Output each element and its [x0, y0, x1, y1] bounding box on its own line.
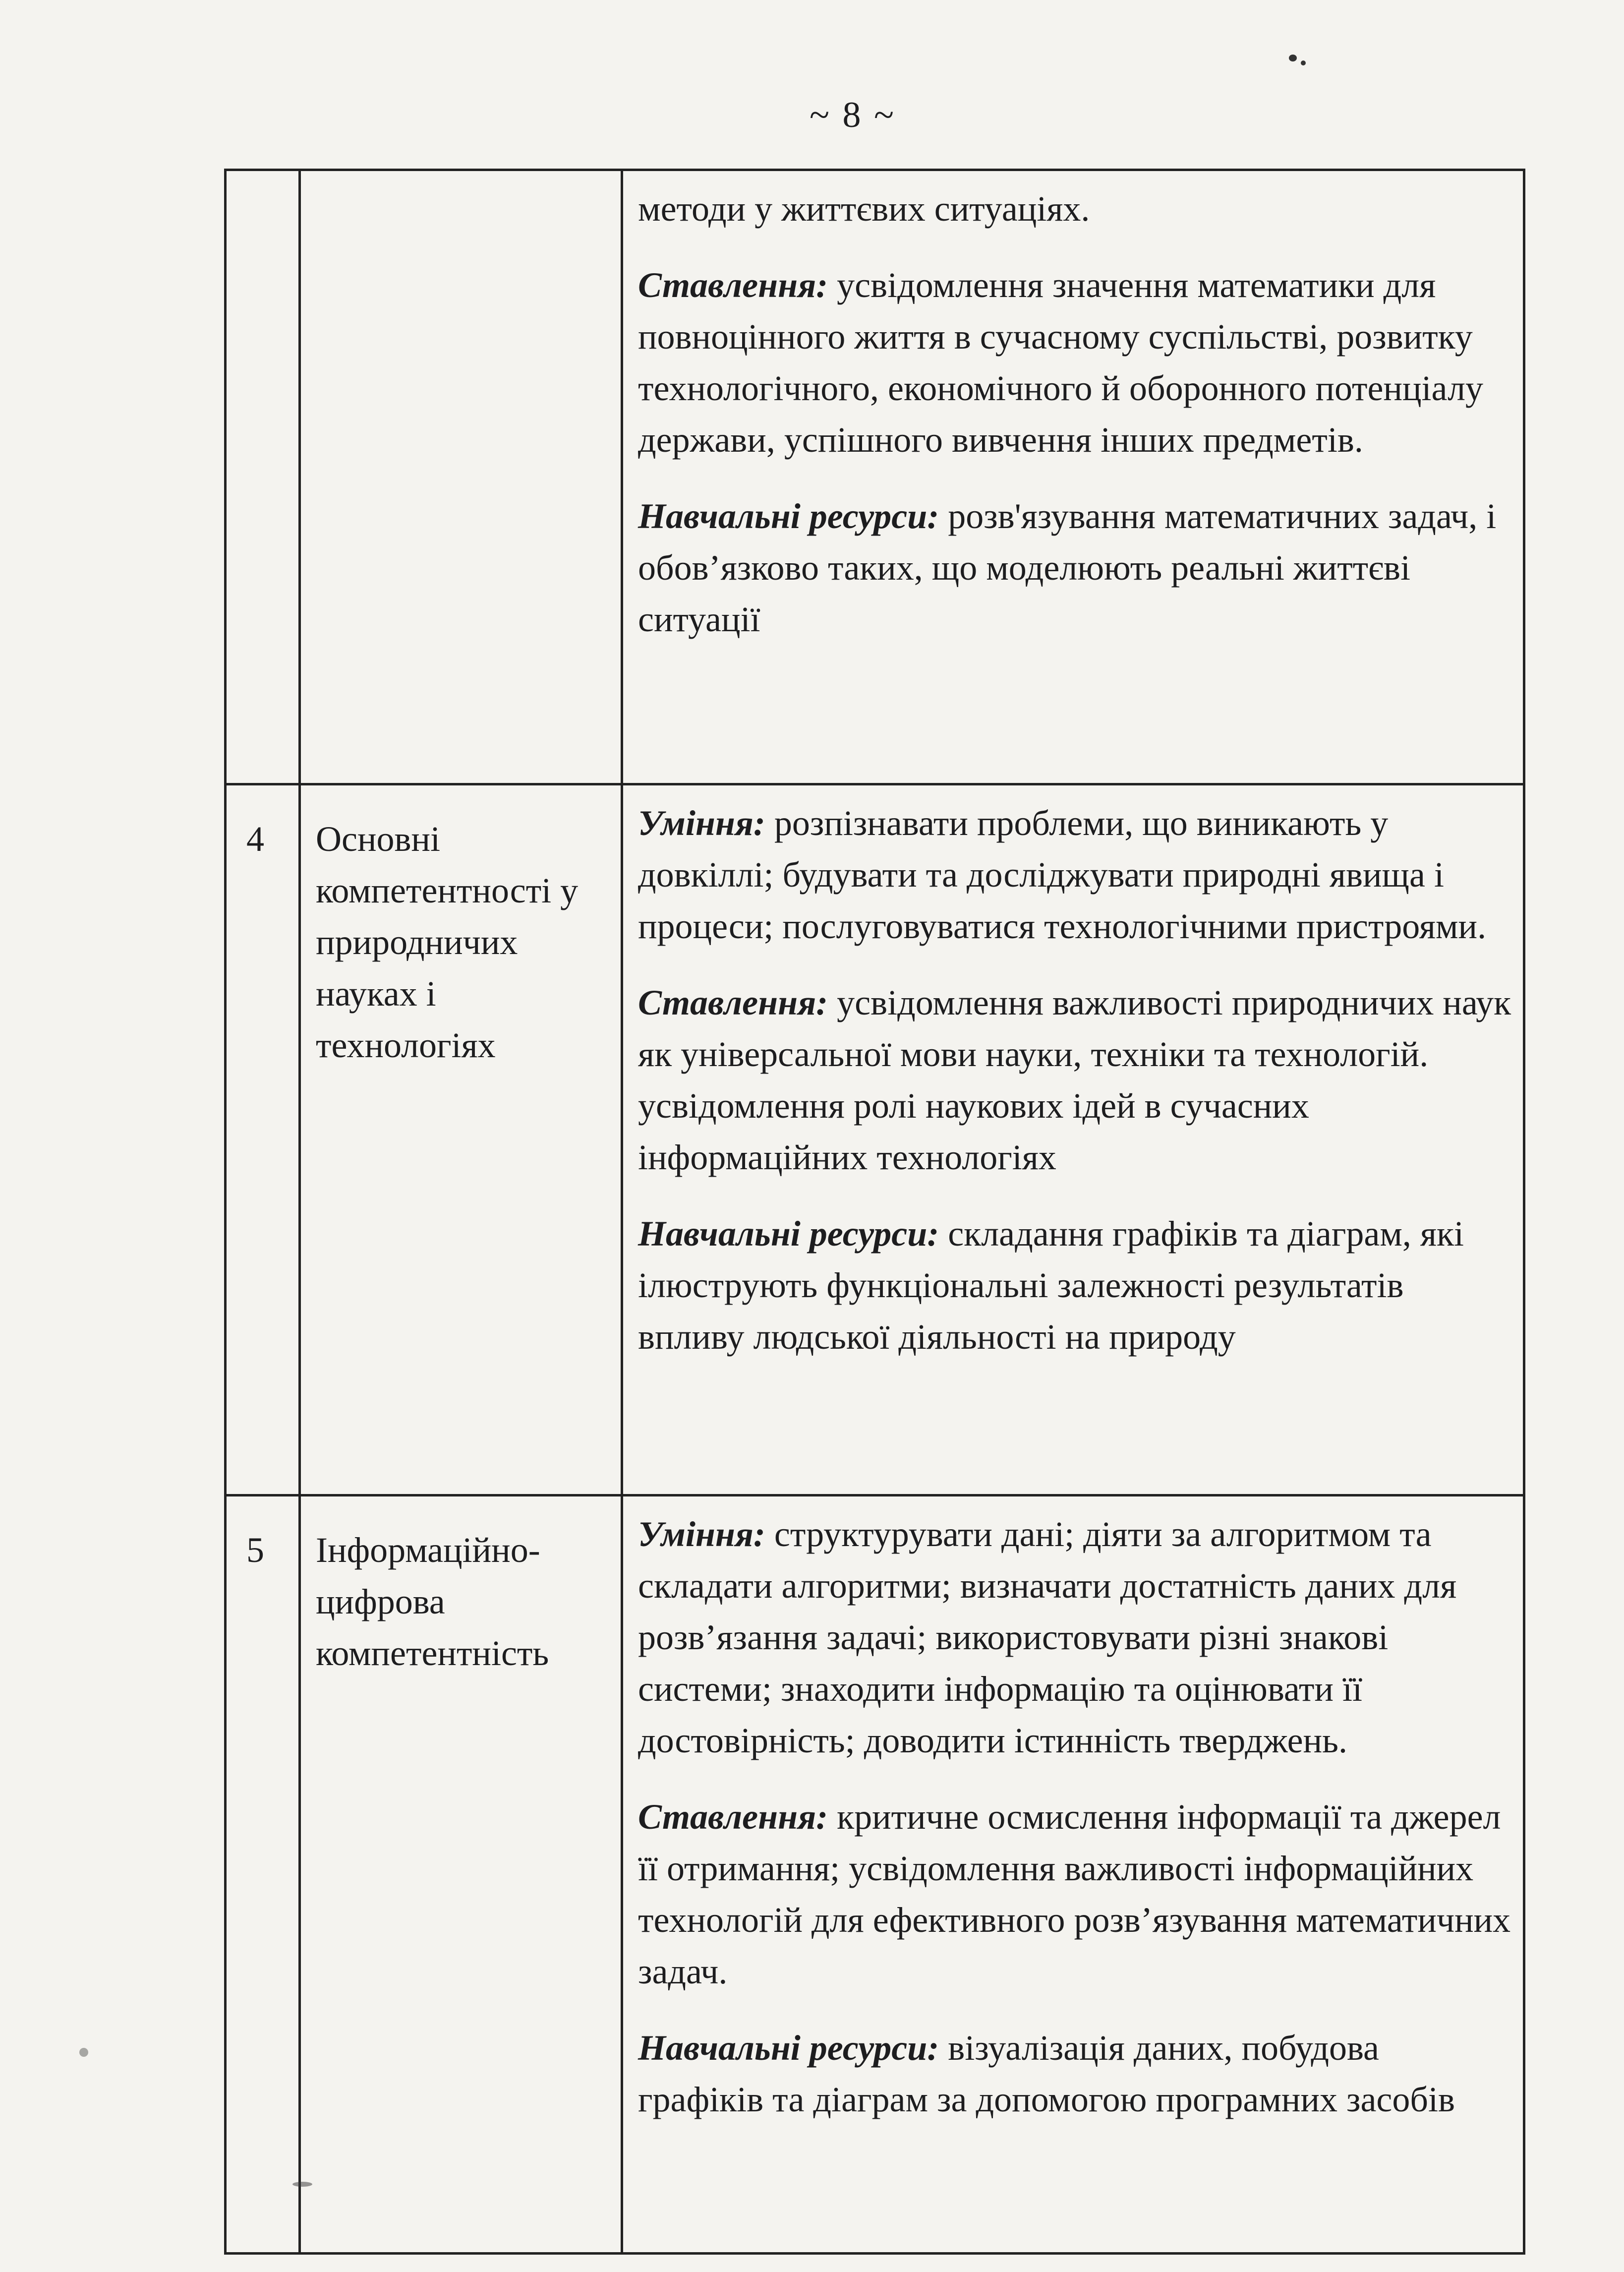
block-text: критичне осмислення інформації та джерел її отримання; усвідомлення важливості інформаційних технологій для ефективного розв’язування математичних задач. [638, 1797, 1511, 1991]
block-label: Уміння: [638, 803, 765, 843]
description-block [638, 490, 1513, 645]
scan-speck [292, 2182, 312, 2187]
block-text: усвідомлення значення математики для повноцінного життя в сучасному суспільстві, розвитку технологічного, економічного й оборонного потенціалу держави, успішного вивчення інших предметів. [638, 265, 1484, 460]
table-row [226, 784, 1524, 1495]
row-number [226, 170, 300, 784]
competencies-table [224, 169, 1525, 2255]
row-number: 5 [226, 1495, 300, 2254]
table-row [226, 1495, 1524, 2254]
competency-description [622, 1495, 1524, 2254]
competency-description [622, 170, 1524, 784]
block-label: Навчальні ресурси: [638, 2028, 939, 2068]
block-label: Ставлення: [638, 983, 828, 1022]
row-number: 4 [226, 784, 300, 1495]
scan-speck [79, 2048, 88, 2057]
description-block [638, 1208, 1513, 1363]
block-label: Ставлення: [638, 265, 828, 305]
competency-name [300, 170, 622, 784]
description-block [638, 259, 1513, 466]
description-block [638, 797, 1513, 952]
block-label: Уміння: [638, 1514, 765, 1554]
description-block [638, 977, 1513, 1183]
block-label: Навчальні ресурси: [638, 496, 939, 536]
block-text: структурувати дані; діяти за алгоритмом та складати алгоритми; визначати достатність даних для розв’язання задачі; використовувати різні знакові системи; знаходити інформацію та оцінювати її достовірність; доводити істинність тверджень. [638, 1514, 1457, 1760]
block-text: візуалізація даних, побудова графіків та діаграм за допомогою програмних засобів [638, 2028, 1455, 2119]
block-text: розпізнавати проблеми, що виникають у довкіллі; будувати та досліджувати природні явища і процеси; послуговуватися технологічними пристроями. [638, 803, 1487, 946]
description-block [638, 183, 1513, 235]
block-text: складання графіків та діаграм, які ілюструють функціональні залежності результатів впливу людської діяльності на природу [638, 1214, 1464, 1357]
block-text: усвідомлення важливості природничих наук як універсальної мови науки, техніки та технологій. усвідомлення ролі наукових ідей в сучасних інформаційних технологіях [638, 983, 1511, 1177]
block-text: методи у життєвих ситуаціях. [638, 189, 1090, 229]
competency-name: Інформаційно-цифрова компетентність [300, 1495, 622, 2254]
page-number: ~ 8 ~ [809, 95, 896, 135]
competency-description [622, 784, 1524, 1495]
block-label: Ставлення: [638, 1797, 828, 1837]
block-label: Навчальні ресурси: [638, 1214, 939, 1254]
description-block [638, 1791, 1513, 1997]
competency-name: Основні компетентності у природничих науках і технологіях [300, 784, 622, 1495]
description-block [638, 1508, 1513, 1766]
scan-speck [1289, 55, 1297, 61]
scan-speck [1301, 60, 1306, 65]
table-row [226, 170, 1524, 784]
description-block [638, 2022, 1513, 2125]
block-text: розв'язування математичних задач, і обов’язково таких, що моделюють реальні життєві ситуації [638, 496, 1497, 639]
